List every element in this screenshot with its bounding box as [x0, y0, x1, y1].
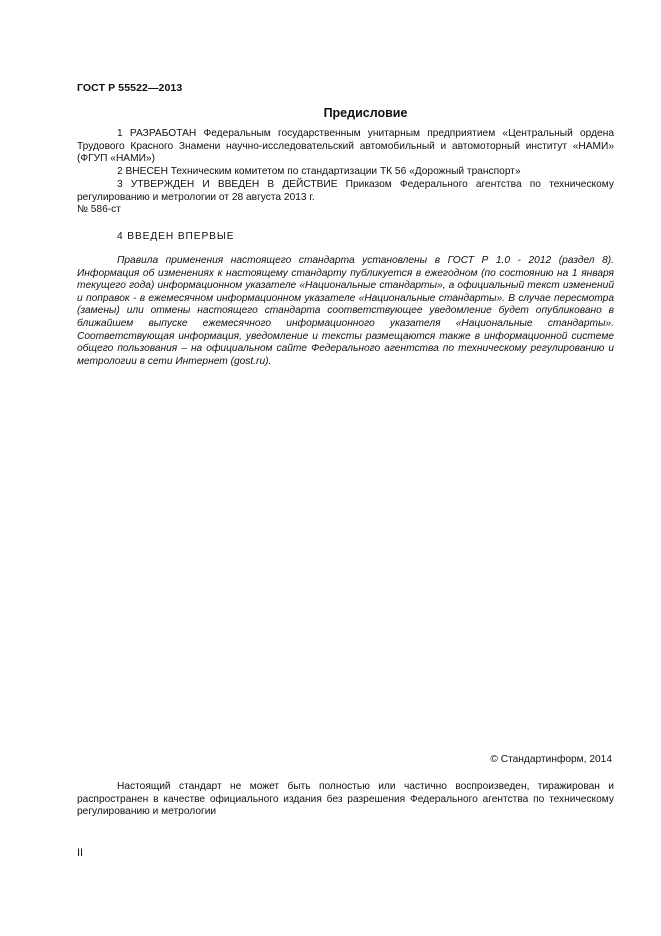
page-title: Предисловие: [323, 106, 408, 120]
reproduction-rights: Настоящий стандарт не может быть полностью или частично воспроизведен, тиражирован и распространен в качестве официального издания без разрешения Федерального агентства по техническому регулированию и метрологии: [77, 781, 614, 818]
application-rules-note: Правила применения настоящего стандарта установлены в ГОСТ Р 1.0 - 2012 (раздел 8). Информация об изменениях к настоящему стандарту публикуется в ежегодном (по состоянию на 1 января текущего года) информационном указателе «Национальные стандарты», а официальный текст изменений и поправок - в ежемесячном информационном указателе «Национальные стандарты». В случае пересмотра (замены) или отмены настоящего стандарта соответствующее уведомление будет опубликовано в ближайшем выпуске ежемесячного информационного указателя «Национальные стандарты». Соответствующая информация, уведомление и тексты размещаются также в информационной системе общего пользования – на официальном сайте Федерального агентства по техническому регулированию и метрологии в сети Интернет (gost.ru).: [77, 255, 614, 367]
paragraph-approved-text: 3 УТВЕРЖДЕН И ВВЕДЕН В ДЕЙСТВИЕ Приказом Федерального агентства по техническому регулированию и метрологии от 28 августа 2013 г.: [77, 179, 614, 203]
paragraph-approved: [77, 179, 614, 217]
standard-code: ГОСТ Р 55522—2013: [77, 82, 183, 94]
paragraph-submitted-by: 2 ВНЕСЕН Техническим комитетом по стандартизации ТК 56 «Дорожный транспорт»: [117, 166, 521, 177]
paragraph-first-introduced: 4 ВВЕДЕН ВПЕРВЫЕ: [117, 231, 235, 242]
paragraph-developed-by: 1 РАЗРАБОТАН Федеральным государственным унитарным предприятием «Центральный ордена Трудового Красного Знамени научно-исследовательский автомобильный и автомоторный институт «НАМИ» (ФГУП «НАМИ»): [77, 128, 614, 165]
page-number: II: [77, 847, 84, 859]
copyright-notice: © Стандартинформ, 2014: [490, 754, 612, 765]
order-number: № 586-ст: [77, 204, 121, 216]
